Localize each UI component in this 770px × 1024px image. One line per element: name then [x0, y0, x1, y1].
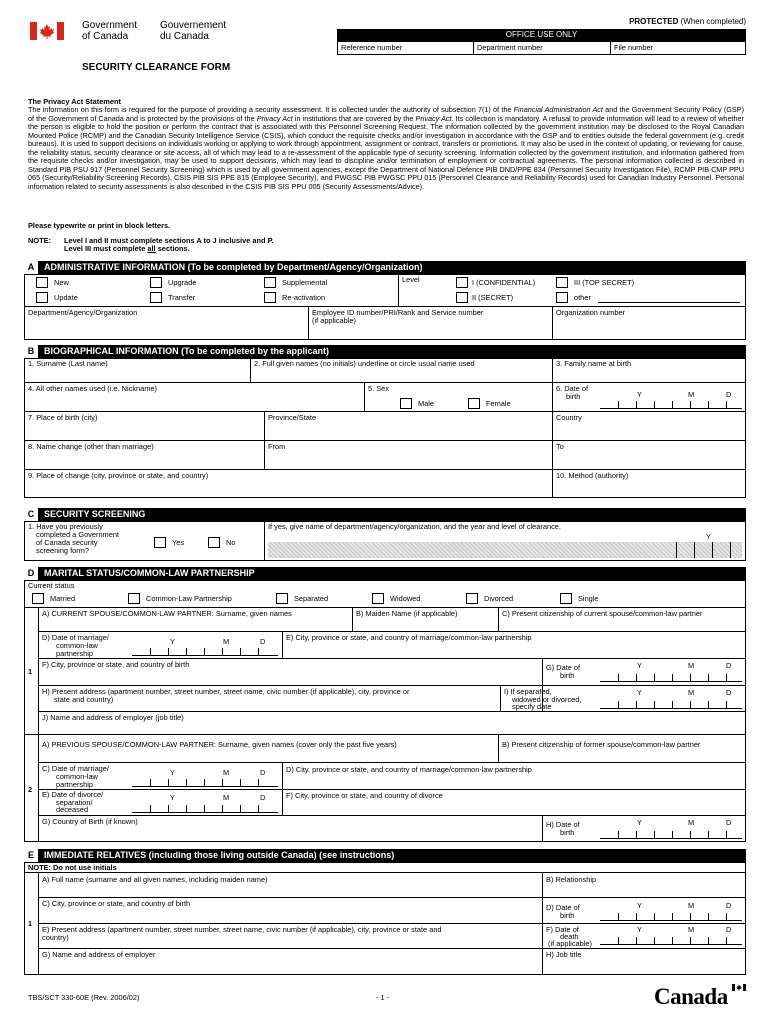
previous-screening-q3: of Canada security	[36, 538, 98, 547]
spouse-dob-m: M	[688, 661, 695, 670]
divorce-m: M	[223, 793, 230, 802]
canada-wordmark-text: Canada	[654, 984, 728, 1009]
single-checkbox[interactable]	[560, 593, 572, 604]
gov-en-line-1: Government	[82, 20, 138, 31]
privacy-statement: The information on this form is required for the purpose of providing a security assessment. It is collected under the authority of subsection 7(1) of the Financial Administration Act and the Government Security Policy (GSP) of the Government of Canada and is protected by the provisions of the Privacy Act in institutions that are covered by the Privacy Act. Its collection is mandatory. A refusal to provide information will lead to a review of whether the person is eligible to hold the position or perform the contract that is associated with this Personnel Screening Request. The information collected by the government institution may be disclosed to the Royal Canadian Mounted Police (RCMP) and the Canadian Security Intelligence Service (CSIS), which conduct the requisite checks and/or investigation in accordance with the GSP and to entities outside the federal government (e.g. credit bureaus). It is used to support decisions on individuals working or applying to work through appointment, assignment or contract, transfers or promotions. It may also be used in the context of updating, or reviewing for cause, the reliability status, security clearance or site access, all of which may lead to a re-assessment of the applicable type of security screening. Information collected by the government institution, and information gathered from the requisite checks and/or investigation, may be used to support decisions, which may lead to discipline and/or termination of employment or contractual agreements. The personal information collected is described in Standard PIB PSU 917 (Personnel Security Screening) which is used by all government agencies, except the Department of National Defence PIB DND/PPE 834 (Personnel Security Investigation File), RCMP PIB CMP PPU 065 (Security/Reliability Screening Records), CSIS PIB SIS PPE 815 (Employee Security), and PWGSC PIB PWGSC PPU 015 (Personnel Clearance and Reliability Records) used for Canadian Industry Personnel. Personal information related to security assessments is also described in the CSIS PIB SIS PPU 005 (Security Assessments/Advice).	[28, 105, 744, 191]
relative-name-label: A) Full name (surname and all given names, including maiden name)	[42, 875, 268, 884]
previous-spouse-label: A) PREVIOUS SPOUSE/COMMON-LAW PARTNER: Surname, given names (cover only the past five years)	[42, 740, 397, 749]
married-checkbox[interactable]	[32, 593, 44, 604]
screening-no-checkbox[interactable]	[208, 537, 220, 548]
marriage-date-label-1: D) Date of marriage/	[42, 633, 109, 642]
previous-screening-q1: 1. Have you previously	[28, 522, 103, 531]
clearance-details-input[interactable]	[268, 542, 742, 558]
previous-citizenship-label: B) Present citizenship of former spouse/common-law partner	[502, 740, 701, 749]
screening-no-label: No	[226, 538, 236, 547]
note-line-1: Level I and II must complete sections A to J inclusive and P.	[64, 236, 274, 245]
relative-dob-input[interactable]	[600, 920, 742, 921]
dob-y: Y	[637, 390, 642, 399]
typewrite-instruction: Please typewrite or print in block letters.	[28, 221, 171, 230]
family-name-birth-label: 3. Family name at birth	[556, 359, 632, 368]
prev-spouse-country-label: G) Country of Birth (if known)	[42, 817, 138, 826]
transfer-checkbox[interactable]	[150, 292, 162, 303]
gov-fr-line-1: Gouvernement	[160, 20, 227, 31]
separation-date-label-1: I) If separated,	[504, 687, 552, 696]
widowed-label: Widowed	[390, 594, 421, 603]
spouse-address-label-1: H) Present address (apartment number, street number, street name, civic number (if applicable), city, province or	[42, 687, 410, 696]
female-label: Female	[486, 399, 511, 408]
prev-spouse-dob-input[interactable]	[600, 838, 742, 839]
marriage-date-input[interactable]	[132, 655, 278, 656]
current-citizenship-label: C) Present citizenship of current spouse/common-law partner	[502, 609, 703, 618]
top-secret-checkbox[interactable]	[556, 277, 568, 288]
separation-date-label-3: specify date	[512, 702, 552, 711]
country-label: Country	[556, 413, 582, 422]
relative-employer-label: G) Name and address of employer	[42, 950, 156, 959]
dob-label-2: birth	[566, 392, 581, 401]
new-checkbox[interactable]	[36, 277, 48, 288]
separated-checkbox[interactable]	[276, 593, 288, 604]
spouse-dob-d: D	[726, 661, 732, 670]
prev-marriage-d: D	[260, 768, 266, 777]
other-label: other	[574, 293, 591, 302]
prev-spouse-dob-label-2: birth	[560, 828, 575, 837]
relative-address-label-1: E) Present address (apartment number, street number, street name, civic number (if applicable), city, province or state and	[42, 925, 442, 934]
screening-yes-checkbox[interactable]	[154, 537, 166, 548]
note-line-2: Level III must complete all sections.	[64, 244, 190, 253]
marriage-d: D	[260, 637, 266, 646]
spouse-dob-input[interactable]	[600, 681, 742, 682]
separation-date-input[interactable]	[600, 708, 742, 709]
current-status-label: Current status	[28, 581, 75, 590]
government-signature	[24, 20, 274, 46]
section-e-header: E IMMEDIATE RELATIVES (including those living outside Canada) (see instructions)	[24, 849, 746, 862]
common-law-checkbox[interactable]	[128, 593, 140, 604]
marriage-place-label: E) City, province or state, and country of marriage/common-law partnership	[286, 633, 532, 642]
separation-d: D	[726, 688, 732, 697]
spouse-dob-label-1: G) Date of	[546, 663, 581, 672]
spouse-address-label-2: state and country)	[54, 695, 114, 704]
method-label: 10. Method (authority)	[556, 471, 629, 480]
separation-y: Y	[637, 688, 642, 697]
job-title-label: H) Job title	[546, 950, 582, 959]
section-b-header: B BIOGRAPHICAL INFORMATION (To be completed by the applicant)	[24, 345, 746, 358]
relative-dob-label-1: D) Date of	[546, 903, 580, 912]
canada-wordmark	[654, 984, 746, 1010]
separation-date-label-2: widowed or divorced,	[512, 695, 582, 704]
dob-input[interactable]	[600, 408, 742, 409]
sex-label: 5. Sex	[368, 384, 389, 393]
protected-label: PROTECTED (When completed)	[629, 17, 746, 26]
from-label: From	[268, 442, 286, 451]
new-label: New	[54, 278, 69, 287]
relative-row-1: 1	[28, 919, 33, 928]
male-label: Male	[418, 399, 435, 408]
province-state-label: Province/State	[268, 413, 317, 422]
divorced-label: Divorced	[484, 594, 514, 603]
prev-marriage-label-1: C) Date of marriage/	[42, 764, 109, 773]
prev-spouse-dob-label-1: H) Date of	[546, 820, 580, 829]
top-secret-label: III (TOP SECRET)	[574, 278, 635, 287]
update-label: Update	[54, 293, 78, 302]
secret-checkbox[interactable]	[456, 292, 468, 303]
employee-id-note: (if applicable)	[312, 316, 356, 325]
department-label: Department/Agency/Organization	[28, 308, 138, 317]
single-label: Single	[578, 594, 599, 603]
section-d-header: D MARITAL STATUS/COMMON-LAW PARTNERSHIP	[24, 567, 746, 580]
if-yes-label: If yes, give name of department/agency/organization, and the year and level of clearance.	[268, 522, 561, 531]
relative-dob-y: Y	[637, 901, 642, 910]
canada-flag-icon	[30, 22, 64, 40]
given-names-label: 2. Full given names (no initials) underline or circle usual name used	[254, 359, 475, 368]
section-a-body	[24, 274, 746, 340]
marriage-m: M	[223, 637, 230, 646]
divorce-place-label: F) City, province or state, and country of divorce	[286, 791, 443, 800]
gov-fr-line-2: du Canada	[160, 31, 209, 42]
place-of-change-label: 9. Place of change (city, province or state, and country)	[28, 471, 209, 480]
wordmark-flag-icon	[732, 984, 746, 991]
surname-label: 1. Surname (Last name)	[28, 359, 108, 368]
supplemental-label: Supplemental	[282, 278, 328, 287]
privacy-heading: The Privacy Act Statement	[28, 97, 121, 106]
secret-label: II (SECRET)	[472, 293, 514, 302]
divorce-d: D	[260, 793, 266, 802]
prev-marriage-date-input[interactable]	[132, 786, 278, 787]
death-m: M	[688, 925, 695, 934]
current-spouse-label: A) CURRENT SPOUSE/COMMON-LAW PARTNER: Surname, given names	[42, 609, 292, 618]
common-law-label: Common-Law Partnership	[146, 594, 232, 603]
other-checkbox[interactable]	[556, 292, 568, 303]
supplemental-checkbox[interactable]	[264, 277, 276, 288]
marriage-y: Y	[170, 637, 175, 646]
upgrade-checkbox[interactable]	[150, 277, 162, 288]
relatives-note: NOTE: Do not use initials	[28, 863, 117, 872]
previous-screening-q4: screening form?	[36, 546, 89, 555]
divorce-y: Y	[170, 793, 175, 802]
spouse-dob-label-2: birth	[560, 671, 575, 680]
dob-m: M	[688, 390, 695, 399]
male-checkbox[interactable]	[400, 398, 412, 409]
female-checkbox[interactable]	[468, 398, 480, 409]
marriage-date-label-3: partnership	[56, 649, 93, 658]
divorce-date-label-2: separation/	[56, 798, 93, 807]
spouse-row-1: 1	[28, 667, 33, 676]
prev-spouse-dob-y: Y	[637, 818, 642, 827]
confidential-checkbox[interactable]	[456, 277, 468, 288]
relationship-label: B) Relationship	[546, 875, 597, 884]
divorce-date-input[interactable]	[132, 812, 278, 813]
widowed-checkbox[interactable]	[372, 593, 384, 604]
section-a-header: A ADMINISTRATIVE INFORMATION (To be completed by Department/Agency/Organization)	[24, 261, 746, 274]
relative-birth-place-label: C) City, province or state, and country of birth	[42, 899, 191, 908]
death-d: D	[726, 925, 732, 934]
previous-screening-q2: completed a Government	[36, 530, 119, 539]
death-y: Y	[637, 925, 642, 934]
death-date-label-3: (if applicable)	[548, 939, 592, 948]
death-date-label-1: F) Date of	[546, 925, 579, 934]
spouse-dob-y: Y	[637, 661, 642, 670]
update-checkbox[interactable]	[36, 292, 48, 303]
note-label: NOTE:	[28, 236, 51, 245]
transfer-label: Transfer	[168, 293, 196, 302]
upgrade-label: Upgrade	[168, 278, 197, 287]
to-label: To	[556, 442, 564, 451]
clearance-year-y: Y	[706, 532, 711, 541]
office-use-block	[337, 29, 746, 55]
page-number: - 1 -	[376, 993, 390, 1002]
other-input-line[interactable]	[598, 302, 740, 303]
prev-marriage-y: Y	[170, 768, 175, 777]
level-label: Level	[402, 275, 420, 284]
separated-label: Separated	[294, 594, 329, 603]
maiden-name-label: B) Maiden Name (if applicable)	[356, 609, 458, 618]
separation-m: M	[688, 688, 695, 697]
reactivation-label: Re-activation	[282, 293, 326, 302]
prev-marriage-m: M	[223, 768, 230, 777]
death-date-input[interactable]	[600, 944, 742, 945]
relative-dob-m: M	[688, 901, 695, 910]
divorce-date-label-3: deceased	[56, 805, 89, 814]
prev-marriage-label-3: partnership	[56, 780, 93, 789]
divorced-checkbox[interactable]	[466, 593, 478, 604]
file-number-label: File number	[614, 43, 654, 52]
married-label: Married	[50, 594, 76, 603]
other-names-label: 4. All other names used (i.e. Nickname)	[28, 384, 157, 393]
name-change-label: 8. Name change (other than marriage)	[28, 442, 154, 451]
spouse-birth-place-label: F) City, province or state, and country of birth	[42, 660, 190, 669]
reference-number-label: Reference number	[341, 43, 403, 52]
dob-label: 6. Date of	[556, 384, 589, 393]
relative-address-label-2: country)	[42, 933, 69, 942]
form-title: SECURITY CLEARANCE FORM	[82, 62, 231, 73]
section-c-header: C SECURITY SCREENING	[24, 508, 746, 521]
death-date-label-2: death	[560, 932, 579, 941]
dob-d: D	[726, 390, 732, 399]
prev-marriage-label-2: common-law	[56, 772, 98, 781]
prev-marriage-place-label: D) City, province or state, and country of marriage/common-law partnership	[286, 765, 532, 774]
gov-en-line-2: of Canada	[82, 31, 129, 42]
confidential-label: I (CONFIDENTIAL)	[472, 278, 536, 287]
prev-spouse-dob-d: D	[726, 818, 732, 827]
relative-dob-label-2: birth	[560, 911, 575, 920]
relative-dob-d: D	[726, 901, 732, 910]
spouse-employer-label: J) Name and address of employer (job title)	[42, 713, 184, 722]
divorce-date-label-1: E) Date of divorce/	[42, 790, 104, 799]
office-use-header: OFFICE USE ONLY	[337, 29, 746, 41]
prev-spouse-dob-m: M	[688, 818, 695, 827]
marriage-date-label-2: common-law	[56, 641, 98, 650]
place-of-birth-label: 7. Place of birth (city)	[28, 413, 98, 422]
form-number: TBS/SCT 330-60E (Rev. 2006/02)	[28, 993, 140, 1002]
spouse-row-2: 2	[28, 785, 33, 794]
employee-id-label: Employee ID number/PRI/Rank and Service number	[312, 308, 484, 317]
department-number-label: Department number	[477, 43, 543, 52]
reactivation-checkbox[interactable]	[264, 292, 276, 303]
organization-number-label: Organization number	[556, 308, 626, 317]
screening-yes-label: Yes	[172, 538, 185, 547]
